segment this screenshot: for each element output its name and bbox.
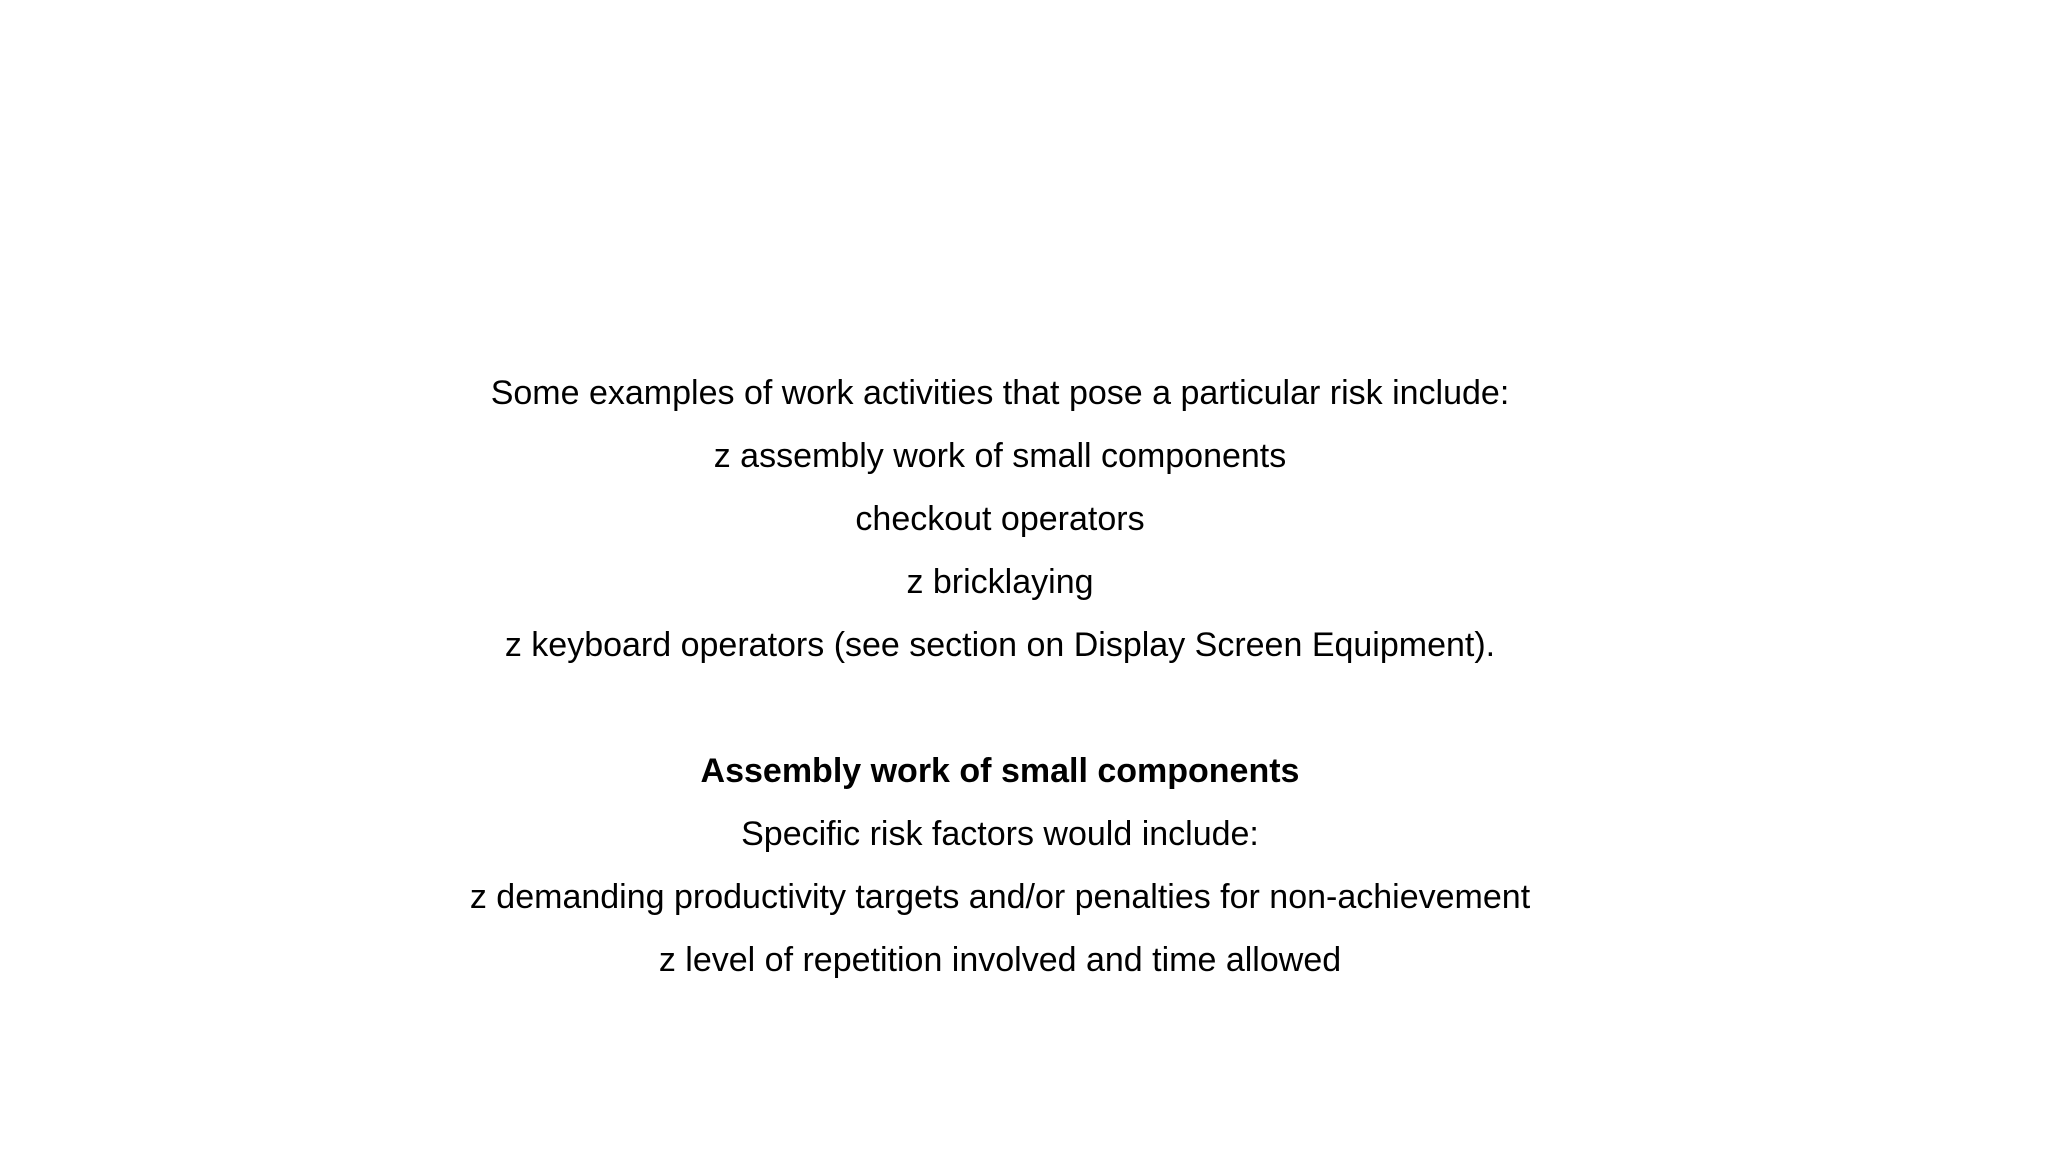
example-item: z keyboard operators (see section on Display Screen Equipment). [504,626,1496,664]
examples-lead-text: Some examples of work activities that pose a particular risk include: [490,374,1510,412]
risk-factors-lead-text: Specific risk factors would include: [741,815,1259,853]
example-item: z bricklaying [906,563,1094,601]
risk-factor-item: z demanding productivity targets and/or penalties for non-achievement [469,878,1531,916]
examples-block [0,362,2000,677]
section-heading: Assembly work of small components [700,752,1300,790]
example-item: checkout operators [855,500,1145,538]
risk-factor-item: z level of repetition involved and time allowed [658,941,1342,979]
example-item: z assembly work of small components [713,437,1287,475]
assembly-section [0,740,2000,992]
